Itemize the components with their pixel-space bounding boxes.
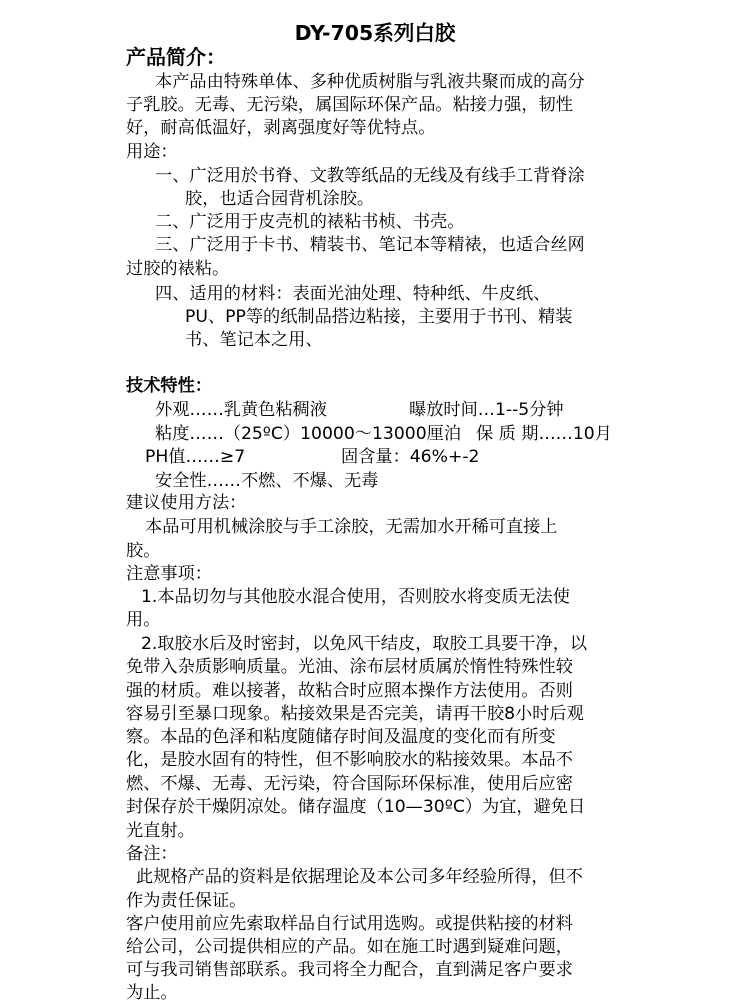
usage-line: PU、PP等的纸制品搭边粘接，主要用于书刊、精装	[185, 307, 573, 327]
remarks-line: 作为责任保证。	[126, 891, 247, 911]
intro-heading: 产品简介：	[126, 45, 226, 69]
notes-heading: 注意事项：	[126, 564, 212, 584]
notes-line: 1.本品切勿与其他胶水混合使用，否则胶水将变质无法使	[141, 587, 570, 607]
notes-line: 封保存於干燥阴凉处。储存温度（10—30ºC）为宜，避免日	[126, 797, 586, 817]
spec-viscosity: 粘度……（25ºC）10000～13000厘泊	[155, 424, 462, 444]
notes-line: 燃、不爆、无毒、无污染，符合国际环保标准，使用后应密	[126, 774, 573, 794]
notes-line: 察。本品的色泽和粘度随储存时间及温度的变化而有所变	[126, 727, 556, 747]
specs-heading: 技术特性：	[126, 376, 212, 396]
remarks-heading: 备注：	[126, 844, 178, 864]
usage-line: 四、适用的材料：表面光油处理、特种纸、牛皮纸、	[155, 284, 551, 304]
remarks-line: 可与我司销售部联系。我司将全力配合，直到满足客户要求	[126, 960, 573, 980]
remarks-line: 客户使用前应先索取样品自行试用选购。或提供粘接的材料	[126, 914, 573, 934]
usage-line: 胶，也适合园背机涂胶。	[185, 189, 375, 209]
usage-line: 二、广泛用于皮壳机的裱粘书桢、书壳。	[155, 212, 465, 232]
spec-solids: 固含量：46%+-2	[341, 447, 480, 467]
notes-line: 2.取胶水后及时密封，以免风干结皮，取胶工具要干净，以	[141, 634, 588, 654]
remarks-line: 此规格产品的资料是依据理论及本公司多年经验所得，但不	[136, 867, 583, 887]
notes-line: 免带入杂质影响质量。光油、涂布层材质属於惰性特殊性较	[126, 657, 573, 677]
method-line: 本品可用机械涂胶与手工涂胶，无需加水开稀可直接上	[145, 517, 558, 537]
spec-shelf-life: 保 质 期……10月	[476, 424, 612, 444]
usage-line: 书、笔记本之用、	[185, 330, 323, 350]
notes-line: 容易引至暴口现象。粘接效果是否完美，请再干胶8小时后观	[126, 704, 584, 724]
intro-line: 好，耐高低温好，剥离强度好等优特点。	[126, 118, 436, 138]
remarks-line: 为止。	[126, 983, 178, 1003]
spec-open-time: 曝放时间…1--5分钟	[409, 400, 564, 420]
method-heading: 建议使用方法：	[126, 493, 247, 513]
notes-line: 光直射。	[126, 821, 195, 841]
spec-safety: 安全性……不燃、不爆、无毒	[155, 471, 379, 491]
usage-line: 一、广泛用於书脊、文教等纸品的无线及有线手工背脊涂	[155, 166, 585, 186]
spec-appearance: 外观……乳黄色粘稠液	[155, 400, 327, 420]
usage-heading: 用途：	[126, 142, 178, 162]
method-line: 胶。	[126, 541, 161, 561]
spec-ph: PH值……≥7	[145, 447, 246, 467]
intro-line: 本产品由特殊单体、多种优质树脂与乳液共聚而成的高分	[155, 72, 585, 92]
usage-line: 过胶的裱粘。	[126, 259, 230, 279]
remarks-line: 给公司，公司提供相应的产品。如在施工时遇到疑难问题，	[126, 937, 573, 957]
notes-line: 强的材质。难以接著，故粘合时应照本操作方法使用。否则	[126, 681, 573, 701]
usage-line: 三、广泛用于卡书、精装书、笔记本等精裱，也适合丝网	[155, 235, 585, 255]
document-title: DY-705系列白胶	[294, 21, 456, 45]
notes-line: 用。	[126, 610, 161, 630]
intro-line: 子乳胶。无毒、无污染，属国际环保产品。粘接力强，韧性	[126, 95, 573, 115]
notes-line: 化，是胶水固有的特性，但不影响胶水的粘接效果。本品不	[126, 750, 573, 770]
